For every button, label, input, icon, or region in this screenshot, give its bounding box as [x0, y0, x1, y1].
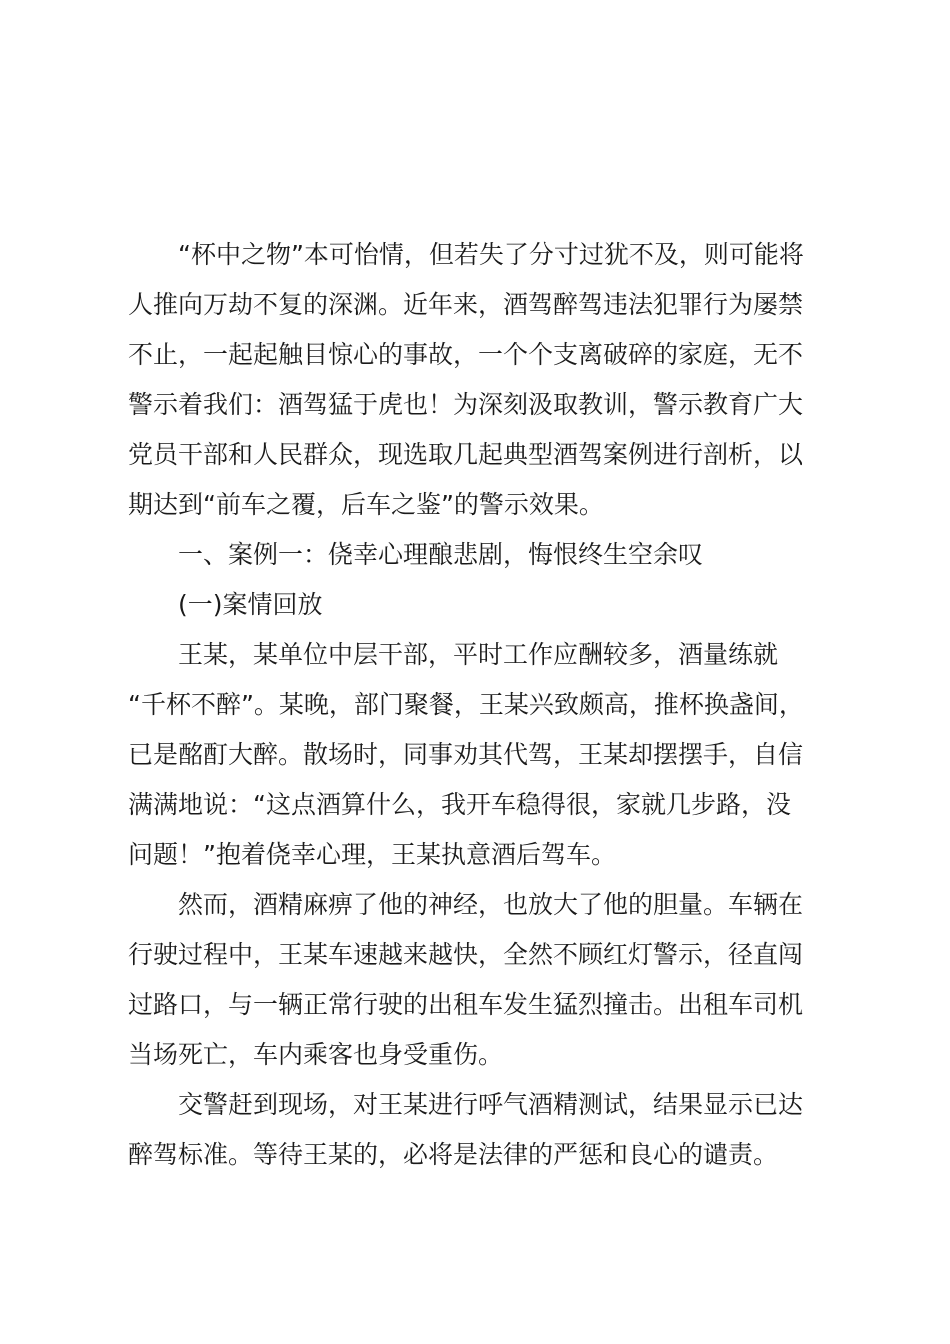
section-heading: 一、案例一：侥幸心理酿悲剧，悔恨终生空余叹: [178, 540, 704, 569]
paragraph-line: 醉驾标准。等待王某的，必将是法律的严惩和良心的谴责。: [128, 1140, 779, 1169]
paragraph-line: 期达到“前车之覆，后车之鉴”的警示效果。: [128, 490, 604, 519]
paragraph-line: 人推向万劫不复的深渊。近年来，酒驾醉驾违法犯罪行为屡禁: [128, 290, 804, 319]
paragraph-line: 不止，一起起触目惊心的事故，一个个支离破碎的家庭，无不: [128, 340, 804, 369]
paragraph-line: 已是酩酊大醉。散场时，同事劝其代驾，王某却摆摆手，自信: [128, 740, 804, 769]
paragraph-line: “千杯不醉”。某晚，部门聚餐，王某兴致颇高，推杯换盏间，: [128, 690, 804, 719]
paragraph-line: 党员干部和人民群众，现选取几起典型酒驾案例进行剖析，以: [128, 440, 804, 469]
paragraph-line: 交警赶到现场，对王某进行呼气酒精测试，结果显示已达: [178, 1090, 804, 1119]
paragraph-line: 当场死亡，车内乘客也身受重伤。: [128, 1040, 504, 1069]
paragraph-line: 王某，某单位中层干部，平时工作应酬较多，酒量练就: [178, 640, 779, 669]
paragraph-line: 警示着我们：酒驾猛于虎也！为深刻汲取教训，警示教育广大: [128, 390, 804, 419]
document-body: [128, 230, 834, 1180]
paragraph-line: 然而，酒精麻痹了他的神经，也放大了他的胆量。车辆在: [178, 890, 804, 919]
subsection-heading: (一)案情回放: [178, 590, 323, 619]
paragraph-line: 过路口，与一辆正常行驶的出租车发生猛烈撞击。出租车司机: [128, 990, 804, 1019]
paragraph-line: “杯中之物”本可怡情，但若失了分寸过犹不及，则可能将: [178, 240, 804, 269]
paragraph-line: 行驶过程中，王某车速越来越快，全然不顾红灯警示，径直闯: [128, 940, 804, 969]
paragraph-line: 问题！”抱着侥幸心理，王某执意酒后驾车。: [128, 840, 616, 869]
paragraph-line: 满满地说：“这点酒算什么，我开车稳得很，家就几步路，没: [128, 790, 791, 819]
